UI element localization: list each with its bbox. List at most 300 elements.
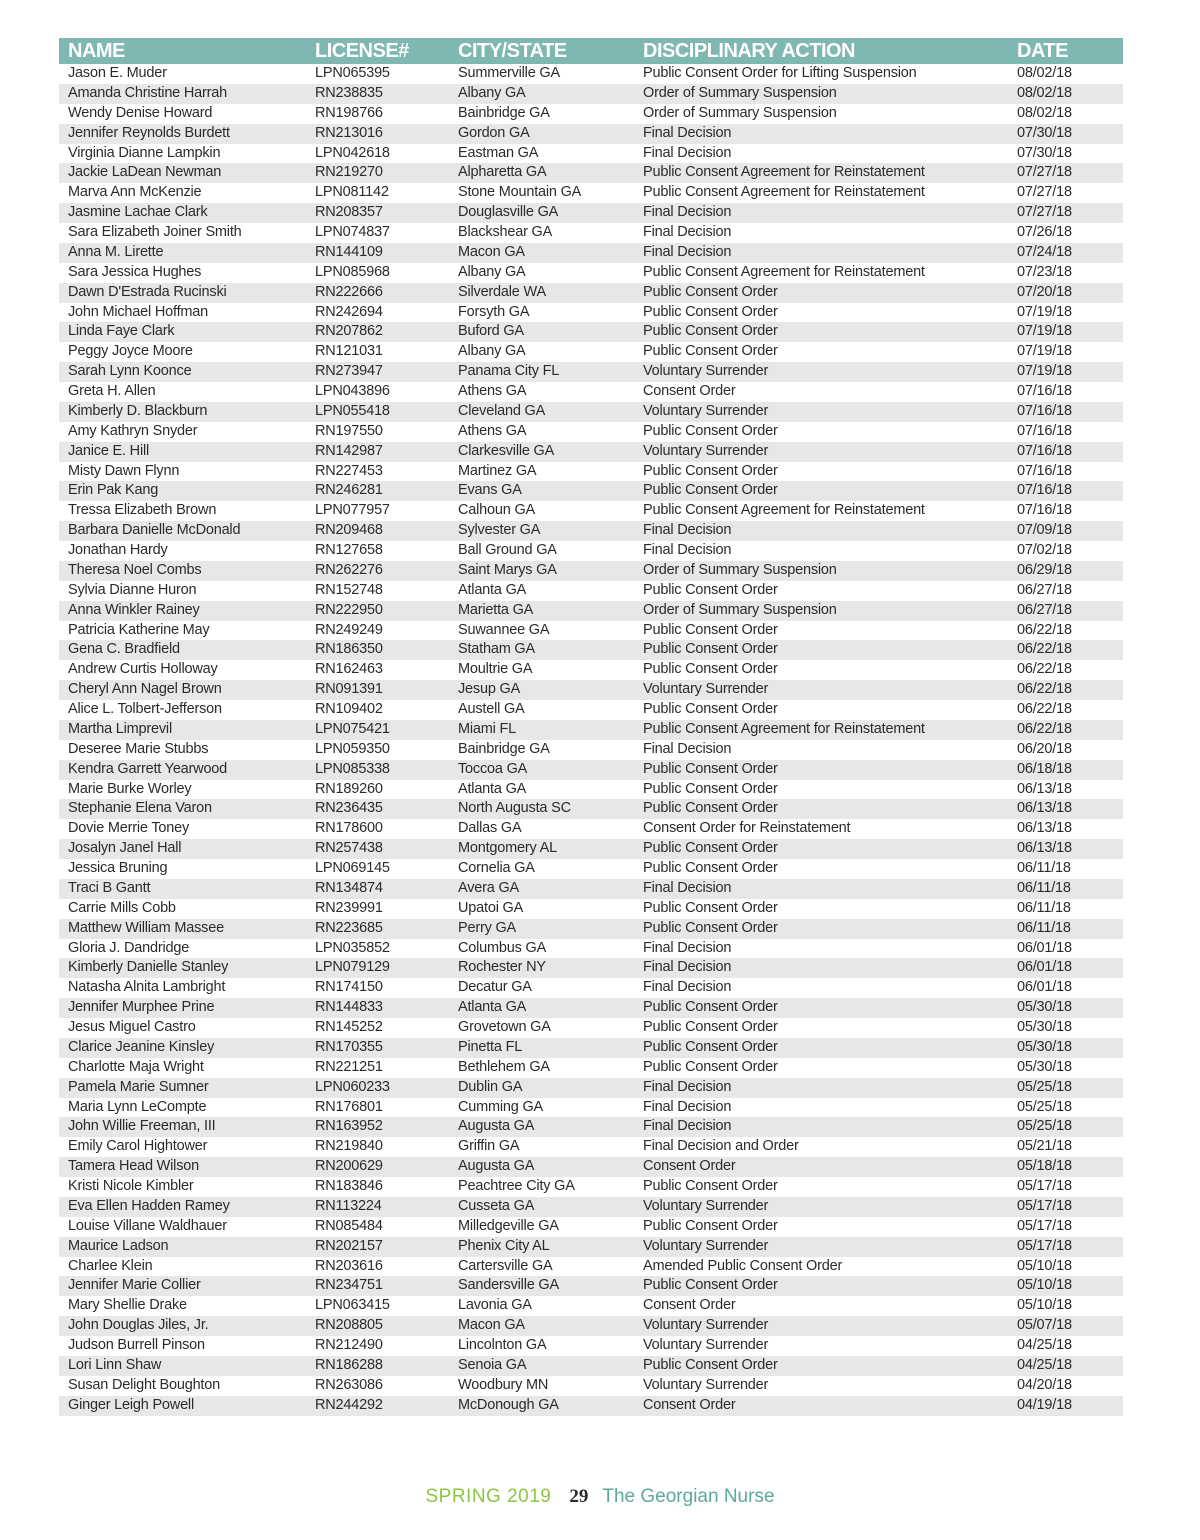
cell-city-state: Bainbridge GA [458, 740, 550, 757]
cell-license: RN207862 [306, 322, 449, 342]
table-row [59, 799, 1123, 819]
publication-name: The Georgian Nurse [602, 1486, 775, 1507]
cell-disciplinary-action: Order of Summary Suspension [634, 84, 1008, 104]
cell-date: 06/20/18 [1017, 740, 1072, 757]
table-row [59, 561, 1123, 581]
table-header-row [59, 38, 1123, 64]
cell-date: 06/01/18 [1017, 939, 1072, 956]
cell-date: 05/18/18 [1008, 1157, 1123, 1177]
cell-date: 04/20/18 [1017, 1376, 1072, 1393]
cell-city-state: Albany GA [449, 84, 634, 104]
cell-name: Martha Limprevil [59, 720, 306, 740]
cell-license: RN234751 [306, 1276, 449, 1296]
cell-city-state: Jesup GA [449, 680, 634, 700]
cell-disciplinary-action: Public Consent Order for Lifting Suspension [643, 65, 917, 81]
cell-date: 06/27/18 [1017, 581, 1072, 598]
cell-city-state: Columbus GA [458, 939, 547, 956]
cell-disciplinary-action: Voluntary Surrender [634, 402, 1008, 422]
cell-name: Josalyn Janel Hall [59, 839, 306, 859]
cell-city-state: Upatoi GA [458, 899, 524, 916]
cell-name: Carrie Mills Cobb [68, 899, 176, 916]
cell-disciplinary-action: Voluntary Surrender [634, 362, 1008, 382]
cell-license: RN209468 [306, 521, 449, 541]
cell-license: RN113224 [306, 1197, 449, 1217]
cell-name: Gena C. Bradfield [59, 640, 306, 660]
table-row [59, 203, 1123, 223]
cell-city-state: Albany GA [458, 343, 526, 360]
cell-name: Gloria J. Dandridge [68, 939, 190, 956]
table-row [59, 660, 1123, 680]
cell-name: Kimberly Danielle Stanley [59, 958, 306, 978]
cell-date: 05/10/18 [1017, 1297, 1072, 1314]
cell-license: RN178600 [315, 820, 383, 837]
cell-license: RN142987 [306, 442, 449, 462]
cell-disciplinary-action: Voluntary Surrender [634, 680, 1008, 700]
cell-disciplinary-action: Final Decision [634, 958, 1008, 978]
cell-disciplinary-action: Final Decision [634, 1078, 1008, 1098]
cell-name: Tressa Elizabeth Brown [68, 502, 217, 519]
column-header-license: LICENSE# [306, 38, 449, 64]
cell-name: Janice E. Hill [59, 442, 306, 462]
table-row [59, 1276, 1123, 1296]
cell-disciplinary-action: Public Consent Agreement for Reinstatement [643, 502, 925, 519]
cell-license: RN273947 [306, 362, 449, 382]
cell-disciplinary-action: Order of Summary Suspension [643, 104, 837, 121]
cell-disciplinary-action: Consent Order for Reinstatement [643, 820, 851, 837]
cell-disciplinary-action: Final Decision [634, 879, 1008, 899]
cell-license: LPN035852 [315, 939, 390, 956]
cell-disciplinary-action: Public Consent Order [643, 1178, 778, 1194]
disciplinary-actions-table [59, 38, 1123, 1416]
cell-license: RN197550 [315, 422, 383, 439]
cell-disciplinary-action: Final Decision [643, 542, 732, 558]
cell-city-state: Atlanta GA [458, 581, 527, 598]
cell-name: Charlee Klein [68, 1257, 153, 1274]
cell-name: Wendy Denise Howard [68, 104, 213, 121]
cell-license: RN242694 [315, 303, 383, 320]
cell-date: 05/30/18 [1008, 1038, 1123, 1058]
cell-disciplinary-action: Public Consent Order [634, 283, 1008, 303]
cell-license: RN121031 [315, 343, 383, 360]
cell-license: RN223685 [306, 919, 449, 939]
cell-name: Marva Ann McKenzie [68, 184, 202, 201]
cell-date: 07/16/18 [1017, 383, 1072, 399]
cell-city-state: Dallas GA [458, 820, 522, 837]
table-row [59, 1316, 1123, 1336]
cell-disciplinary-action: Public Consent Order [643, 343, 778, 360]
cell-name: Mary Shellie Drake [68, 1297, 187, 1314]
cell-name: Virginia Dianne Lampkin [68, 144, 221, 161]
table-row [59, 720, 1123, 740]
cell-date: 05/21/18 [1017, 1138, 1072, 1155]
cell-disciplinary-action: Public Consent Order [643, 701, 778, 717]
cell-date: 07/24/18 [1008, 243, 1123, 263]
cell-city-state: Pinetta FL [449, 1038, 634, 1058]
cell-name: Peggy Joyce Moore [68, 343, 193, 360]
cell-city-state: Cleveland GA [449, 402, 634, 422]
table-row [59, 740, 1123, 760]
cell-date: 07/27/18 [1017, 184, 1072, 201]
cell-license: LPN079129 [306, 958, 449, 978]
cell-license: RN109402 [315, 701, 383, 717]
issue-season: SPRING 2019 [425, 1486, 552, 1507]
cell-name: Emily Carol Hightower [68, 1138, 208, 1155]
cell-license: LPN069145 [315, 860, 390, 876]
cell-city-state: Grovetown GA [458, 1019, 551, 1035]
table-row [59, 839, 1123, 859]
cell-date: 08/02/18 [1017, 65, 1072, 81]
cell-city-state: Alpharetta GA [449, 163, 634, 183]
table-row [59, 621, 1123, 641]
cell-city-state: Montgomery AL [449, 839, 634, 859]
cell-city-state: North Augusta SC [449, 799, 634, 819]
cell-name: Marie Burke Worley [68, 780, 192, 797]
cell-license: RN134874 [306, 879, 449, 899]
cell-date: 06/13/18 [1008, 839, 1123, 859]
cell-license: RN144833 [306, 998, 449, 1018]
table-row [59, 859, 1123, 879]
cell-disciplinary-action: Public Consent Order [634, 481, 1008, 501]
cell-name: Amy Kathryn Snyder [68, 422, 198, 439]
table-row [59, 640, 1123, 660]
table-row [59, 144, 1123, 164]
cell-date: 07/16/18 [1017, 502, 1072, 519]
cell-date: 05/30/18 [1017, 1058, 1072, 1075]
cell-license: LPN085338 [306, 760, 449, 780]
cell-city-state: Perry GA [449, 919, 634, 939]
cell-disciplinary-action: Public Consent Order [634, 799, 1008, 819]
cell-city-state: Statham GA [449, 640, 634, 660]
cell-date: 07/27/18 [1008, 203, 1123, 223]
cell-date: 07/19/18 [1017, 303, 1072, 320]
cell-name: Jackie LaDean Newman [59, 163, 306, 183]
table-row [59, 1078, 1123, 1098]
table-row [59, 124, 1123, 144]
cell-name: Maria Lynn LeCompte [68, 1098, 207, 1115]
cell-name: Erin Pak Kang [59, 481, 306, 501]
cell-date: 05/30/18 [1008, 998, 1123, 1018]
table-row [59, 163, 1123, 183]
cell-license: RN262276 [306, 561, 449, 581]
cell-date: 07/23/18 [1017, 263, 1072, 280]
cell-disciplinary-action: Public Consent Order [643, 899, 778, 916]
cell-date: 04/25/18 [1008, 1356, 1123, 1376]
cell-date: 05/25/18 [1017, 1098, 1072, 1115]
cell-name: Jesus Miguel Castro [68, 1019, 196, 1035]
cell-license: RN244292 [306, 1396, 449, 1416]
cell-date: 06/01/18 [1008, 958, 1123, 978]
cell-city-state: Griffin GA [458, 1138, 520, 1155]
page-number: 29 [569, 1486, 589, 1507]
table-row [59, 919, 1123, 939]
cell-city-state: Clarkesville GA [449, 442, 634, 462]
table-row [59, 899, 1123, 919]
table-row [59, 1117, 1123, 1137]
cell-city-state: Cumming GA [458, 1098, 544, 1115]
cell-date: 07/30/18 [1008, 124, 1123, 144]
table-row [59, 601, 1123, 621]
cell-name: Patricia Katherine May [68, 621, 210, 638]
cell-disciplinary-action: Final Decision [643, 1098, 732, 1115]
cell-city-state: Albany GA [458, 263, 526, 280]
cell-license: RN208357 [306, 203, 449, 223]
table-row [59, 1058, 1123, 1078]
cell-date: 05/17/18 [1008, 1197, 1123, 1217]
table-row [59, 1396, 1123, 1416]
cell-disciplinary-action: Public Consent Order [643, 422, 778, 439]
table-row [59, 521, 1123, 541]
cell-disciplinary-action: Public Consent Order [634, 760, 1008, 780]
cell-city-state: Marietta GA [449, 601, 634, 621]
cell-city-state: Avera GA [449, 879, 634, 899]
cell-license: RN257438 [306, 839, 449, 859]
column-header-city-state: CITY/STATE [449, 38, 634, 64]
table-row [59, 422, 1123, 442]
cell-city-state: Phenix City AL [449, 1237, 634, 1257]
cell-name: Greta H. Allen [68, 383, 156, 399]
cell-name: Traci B Gantt [59, 879, 306, 899]
cell-city-state: Lavonia GA [458, 1297, 532, 1314]
cell-date: 07/19/18 [1017, 343, 1072, 360]
cell-disciplinary-action: Public Consent Order [643, 462, 778, 479]
cell-disciplinary-action: Public Consent Order [643, 780, 778, 797]
cell-city-state: Saint Marys GA [449, 561, 634, 581]
cell-date: 07/16/18 [1008, 442, 1123, 462]
cell-date: 06/13/18 [1008, 799, 1123, 819]
table-row [59, 382, 1123, 402]
cell-disciplinary-action: Public Consent Agreement for Reinstatement [643, 184, 925, 201]
disciplinary-actions-table-wrap [59, 38, 1123, 1416]
cell-city-state: Cartersville GA [458, 1257, 553, 1274]
cell-disciplinary-action: Final Decision [634, 1117, 1008, 1137]
table-row [59, 700, 1123, 720]
cell-license: RN145252 [315, 1019, 383, 1035]
cell-name: Susan Delight Boughton [68, 1376, 220, 1393]
cell-date: 05/17/18 [1008, 1237, 1123, 1257]
cell-license: LPN043896 [315, 383, 390, 399]
cell-city-state: Evans GA [449, 481, 634, 501]
cell-name: Deseree Marie Stubbs [68, 740, 209, 757]
cell-name: Theresa Noel Combs [59, 561, 306, 581]
cell-license: RN236435 [306, 799, 449, 819]
cell-city-state: Gordon GA [449, 124, 634, 144]
cell-license: LPN077957 [315, 502, 390, 519]
cell-date: 06/22/18 [1017, 621, 1072, 638]
cell-disciplinary-action: Public Consent Order [634, 998, 1008, 1018]
cell-city-state: Augusta GA [449, 1117, 634, 1137]
cell-city-state: Lincolnton GA [458, 1337, 547, 1353]
table-row [59, 978, 1123, 998]
cell-license: RN238835 [306, 84, 449, 104]
cell-name: Jasmine Lachae Clark [59, 203, 306, 223]
table-row [59, 84, 1123, 104]
table-row [59, 780, 1123, 800]
cell-city-state: Dublin GA [449, 1078, 634, 1098]
cell-name: Barbara Danielle McDonald [59, 521, 306, 541]
cell-date: 07/09/18 [1008, 521, 1123, 541]
cell-date: 05/25/18 [1008, 1117, 1123, 1137]
cell-city-state: Forsyth GA [458, 303, 530, 320]
cell-disciplinary-action: Final Decision [643, 224, 732, 240]
table-row [59, 283, 1123, 303]
cell-city-state: Buford GA [449, 322, 634, 342]
cell-disciplinary-action: Public Consent Order [643, 1058, 778, 1075]
cell-name: Pamela Marie Sumner [59, 1078, 306, 1098]
cell-date: 07/26/18 [1017, 224, 1072, 240]
cell-date: 06/11/18 [1008, 879, 1123, 899]
cell-city-state: Silverdale WA [449, 283, 634, 303]
cell-date: 07/16/18 [1008, 402, 1123, 422]
cell-name: Misty Dawn Flynn [68, 462, 180, 479]
cell-name: John Willie Freeman, III [59, 1117, 306, 1137]
cell-city-state: Milledgeville GA [458, 1217, 559, 1234]
cell-city-state: Calhoun GA [458, 502, 535, 519]
cell-disciplinary-action: Public Consent Order [643, 581, 778, 598]
cell-date: 05/10/18 [1008, 1276, 1123, 1296]
cell-city-state: Toccoa GA [449, 760, 634, 780]
cell-license: RN152748 [315, 581, 383, 598]
cell-city-state: Macon GA [449, 1316, 634, 1336]
cell-license: RN186288 [306, 1356, 449, 1376]
cell-disciplinary-action: Order of Summary Suspension [634, 601, 1008, 621]
cell-disciplinary-action: Voluntary Surrender [634, 1316, 1008, 1336]
cell-license: RN162463 [315, 661, 383, 678]
cell-disciplinary-action: Consent Order [634, 1396, 1008, 1416]
cell-disciplinary-action: Final Decision [634, 203, 1008, 223]
cell-name: Matthew William Massee [59, 919, 306, 939]
cell-city-state: Senoia GA [449, 1356, 634, 1376]
cell-city-state: Sylvester GA [449, 521, 634, 541]
cell-disciplinary-action: Public Consent Order [634, 839, 1008, 859]
cell-license: RN239991 [315, 899, 383, 916]
cell-disciplinary-action: Final Decision [643, 979, 732, 996]
cell-city-state: Ball Ground GA [458, 542, 557, 558]
cell-name: Linda Faye Clark [59, 322, 306, 342]
cell-license: RN186350 [306, 640, 449, 660]
cell-license: RN221251 [315, 1058, 383, 1075]
cell-date: 05/30/18 [1017, 1019, 1072, 1035]
cell-city-state: Bethlehem GA [458, 1058, 550, 1075]
cell-disciplinary-action: Final Decision [643, 740, 732, 757]
cell-license: RN219840 [315, 1138, 383, 1155]
cell-license: RN222950 [306, 601, 449, 621]
cell-name: Sylvia Dianne Huron [68, 581, 197, 598]
table-row [59, 243, 1123, 263]
cell-date: 07/16/18 [1017, 422, 1072, 439]
cell-disciplinary-action: Final Decision [634, 124, 1008, 144]
cell-license: LPN059350 [315, 740, 390, 757]
cell-city-state: Atlanta GA [458, 780, 527, 797]
column-header-name: NAME [59, 38, 306, 64]
cell-name: Jonathan Hardy [68, 542, 168, 558]
cell-disciplinary-action: Final Decision [643, 939, 732, 956]
cell-license: RN183846 [315, 1178, 383, 1194]
cell-name: Cheryl Ann Nagel Brown [59, 680, 306, 700]
cell-city-state: Decatur GA [458, 979, 532, 996]
cell-name: Ginger Leigh Powell [59, 1396, 306, 1416]
table-row [59, 481, 1123, 501]
table-row [59, 442, 1123, 462]
cell-date: 07/02/18 [1017, 542, 1072, 558]
table-row [59, 958, 1123, 978]
cell-name: Amanda Christine Harrah [59, 84, 306, 104]
cell-disciplinary-action: Order of Summary Suspension [634, 561, 1008, 581]
cell-city-state: Douglasville GA [449, 203, 634, 223]
table-row [59, 680, 1123, 700]
cell-name: Tamera Head Wilson [59, 1157, 306, 1177]
table-row [59, 541, 1123, 561]
cell-name: Louise Villane Waldhauer [68, 1217, 227, 1234]
cell-disciplinary-action: Public Consent Order [634, 322, 1008, 342]
table-row [59, 1356, 1123, 1376]
cell-city-state: Augusta GA [449, 1157, 634, 1177]
cell-name: Jessica Bruning [68, 860, 168, 876]
cell-date: 06/22/18 [1008, 720, 1123, 740]
table-row [59, 362, 1123, 382]
cell-disciplinary-action: Public Consent Order [634, 919, 1008, 939]
table-row [59, 1376, 1123, 1396]
cell-disciplinary-action: Public Consent Agreement for Reinstatement [643, 263, 925, 280]
cell-city-state: Woodbury MN [458, 1376, 549, 1393]
column-header-disciplinary-action: DISCIPLINARY ACTION [634, 38, 1008, 64]
cell-date: 06/22/18 [1017, 701, 1072, 717]
cell-license: RN203616 [315, 1257, 383, 1274]
table-row [59, 819, 1123, 839]
column-header-date: DATE [1008, 38, 1123, 64]
cell-date: 07/30/18 [1017, 144, 1072, 161]
cell-disciplinary-action: Public Consent Order [643, 303, 778, 320]
cell-city-state: Blackshear GA [458, 224, 553, 240]
table-row [59, 581, 1123, 601]
cell-city-state: Bainbridge GA [458, 104, 550, 121]
cell-date: 06/27/18 [1008, 601, 1123, 621]
cell-city-state: Eastman GA [458, 144, 539, 161]
cell-date: 04/25/18 [1017, 1337, 1072, 1353]
cell-date: 06/13/18 [1017, 780, 1072, 797]
cell-license: LPN060233 [306, 1078, 449, 1098]
cell-city-state: Sandersville GA [449, 1276, 634, 1296]
cell-license: RN127658 [315, 542, 383, 558]
cell-city-state: Panama City FL [449, 362, 634, 382]
cell-city-state: Miami FL [449, 720, 634, 740]
cell-disciplinary-action: Final Decision [634, 243, 1008, 263]
cell-city-state: Rochester NY [449, 958, 634, 978]
cell-license: RN085484 [315, 1217, 383, 1234]
table-row [59, 104, 1123, 124]
cell-name: Dawn D'Estrada Rucinski [59, 283, 306, 303]
cell-date: 06/22/18 [1008, 680, 1123, 700]
table-row [59, 501, 1123, 521]
cell-city-state: Macon GA [449, 243, 634, 263]
cell-date: 06/11/18 [1008, 919, 1123, 939]
cell-date: 06/22/18 [1017, 661, 1072, 678]
cell-name: Maurice Ladson [59, 1237, 306, 1257]
table-row [59, 183, 1123, 203]
cell-license: LPN075421 [306, 720, 449, 740]
cell-name: Stephanie Elena Varon [59, 799, 306, 819]
cell-disciplinary-action: Public Consent Order [643, 1019, 778, 1035]
cell-disciplinary-action: Voluntary Surrender [634, 1237, 1008, 1257]
cell-name: Alice L. Tolbert-Jefferson [68, 701, 222, 717]
cell-license: LPN055418 [306, 402, 449, 422]
cell-city-state: Athens GA [458, 383, 527, 399]
cell-name: Eva Ellen Hadden Ramey [59, 1197, 306, 1217]
cell-city-state: McDonough GA [449, 1396, 634, 1416]
table-row [59, 1217, 1123, 1237]
cell-date: 06/22/18 [1008, 640, 1123, 660]
cell-license: RN227453 [315, 462, 383, 479]
cell-disciplinary-action: Public Consent Order [634, 1276, 1008, 1296]
